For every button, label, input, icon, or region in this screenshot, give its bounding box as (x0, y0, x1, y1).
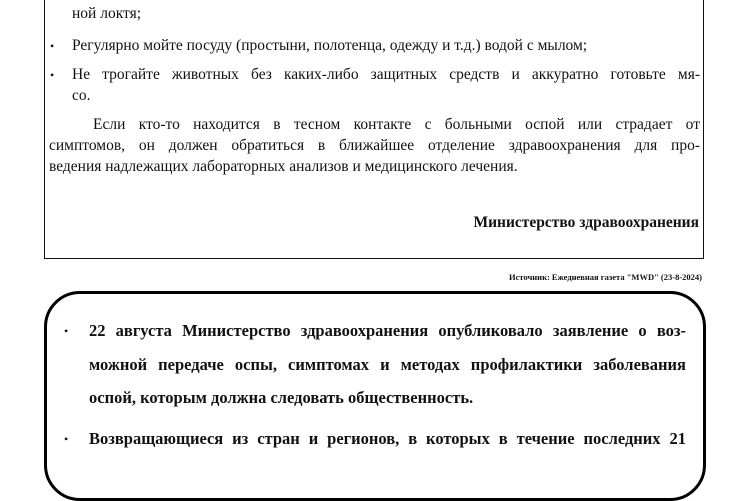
bullet-3-line-1: Не трогайте животных без каких-либо защитных средств и аккуратно готовьте мя- (72, 66, 700, 83)
summary-bullet-1-line-3: оспой, которым должна следовать общественность. (89, 388, 474, 407)
summary-box (44, 291, 706, 501)
bullet-2-text: Регулярно мойте посуду (простыни, полотенца, одежду и т.д.) водой с мылом; (72, 37, 588, 54)
paragraph-line-3: ведения надлежащих лабораторных анализов и медицинского лечения. (49, 158, 518, 175)
paragraph-line-1: Если кто-то находится в тесном контакте с больными оспой или страдает от (93, 116, 700, 133)
summary-bullet-2-glyph: • (64, 432, 69, 446)
bullet-2-glyph: • (50, 39, 55, 53)
source-caption: Источник: Ежедневная газета "MWD" (23-8-2024) (509, 272, 702, 282)
signature: Министерство здравоохранения (473, 214, 699, 231)
bullet-3-line-2: со. (72, 87, 91, 104)
bullet-3-glyph: • (50, 68, 55, 82)
health-notice-box (44, 0, 704, 259)
summary-bullet-1-line-2: можной передаче оспы, симптомах и методах профилактики заболевания (89, 355, 686, 374)
paragraph-line-2: симптомов, он должен обратиться в ближайшее отделение здравоохранения для про- (49, 137, 700, 154)
summary-bullet-1-line-1: 22 августа Министерство здравоохранения опубликовало заявление о воз- (89, 321, 686, 340)
summary-bullet-1-glyph: • (64, 324, 69, 338)
summary-bullet-2-line-1: Возвращающиеся из стран и регионов, в которых в течение последних 21 (89, 429, 686, 448)
bullet-1-line-2: ной локтя; (72, 5, 142, 22)
